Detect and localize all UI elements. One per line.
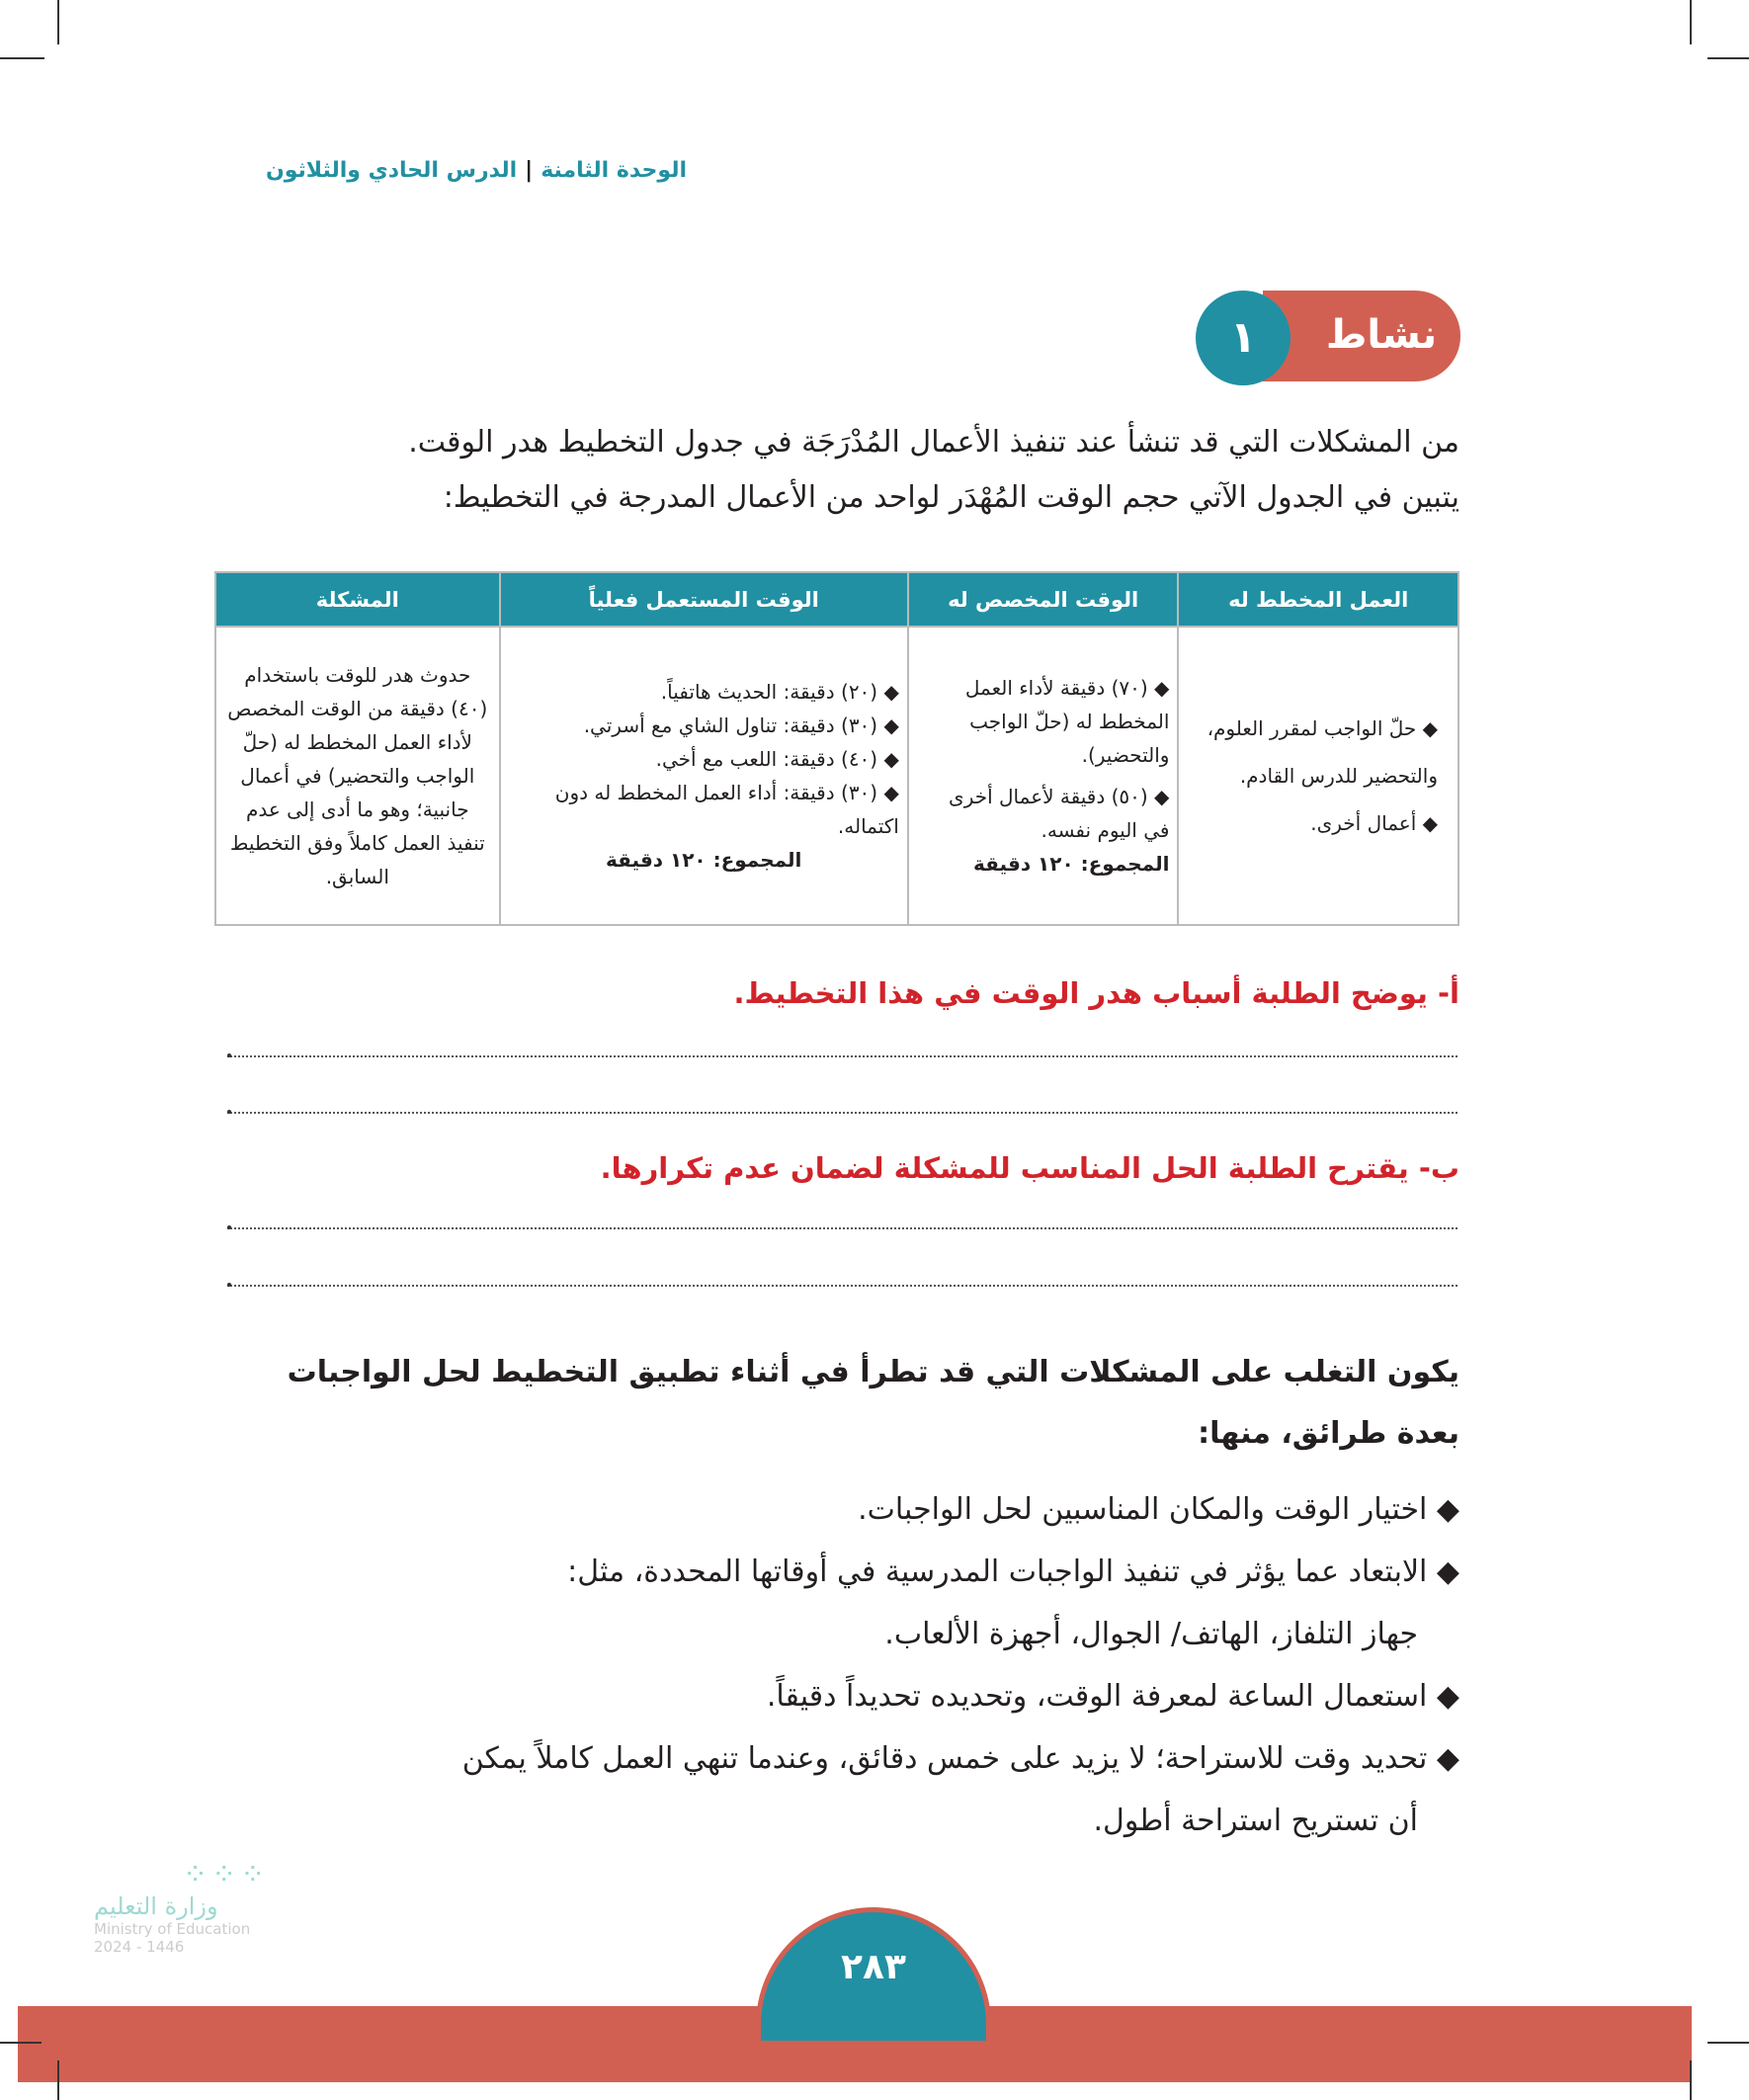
cell-item: ◆ (٤٠) دقيقة: اللعب مع أخي.: [655, 747, 899, 771]
column-header: الوقت المستعمل فعلياً: [500, 572, 908, 627]
cell-item: ◆ حلّ الواجب لمقرر العلوم، والتحضير للدرس القادم.: [1207, 716, 1438, 788]
cell-item: ◆ (٥٠) دقيقة لأعمال أخرى في اليوم نفسه.: [949, 785, 1170, 842]
question-a: أ- يوضح الطلبة أسباب هدر الوقت في هذا التخطيط.: [733, 976, 1459, 1010]
allocated-cell: [908, 627, 1179, 925]
crop-mark: [57, 0, 59, 44]
list-item: ◆ استعمال الساعة لمعرفة الوقت، وتحديده تحديداً دقيقاً.: [766, 1679, 1459, 1714]
crop-mark: [1690, 2060, 1692, 2100]
intro-line: من المشكلات التي قد تنشأ عند تنفيذ الأعمال المُدْرَجَة في جدول التخطيط هدر الوقت.: [408, 425, 1459, 460]
column-header: الوقت المخصص له: [908, 572, 1179, 627]
problem-cell: حدوث هدر للوقت باستخدام (٤٠) دقيقة من الوقت المخصص لأداء العمل المخطط له (حلّ الواجب والتحضير) في أعمال جانبية؛ وهو ما أدى إلى عدم تنفيذ العمل كاملاً وفق التخطيط السابق.: [215, 627, 500, 925]
methods-list: [214, 1478, 1459, 1852]
intro-text: [214, 415, 1459, 526]
crop-mark: [0, 2042, 42, 2044]
activity-number: ١: [1196, 291, 1291, 385]
activity-badge: [1196, 291, 1460, 385]
time-waste-table: [214, 571, 1459, 926]
answer-line[interactable]: [227, 1112, 1458, 1114]
column-header: العمل المخطط له: [1178, 572, 1458, 627]
logo-year: 2024 - 1446: [94, 1938, 185, 1956]
list-item: ◆ الابتعاد عما يؤثر في تنفيذ الواجبات المدرسية في أوقاتها المحددة، مثل:: [567, 1554, 1459, 1589]
list-item: ◆ اختيار الوقت والمكان المناسبين لحل الواجبات.: [858, 1492, 1459, 1527]
table-header-row: [215, 572, 1458, 627]
unit-header: الوحدة الثامنة|الدرس الحادي والثلاثون: [265, 158, 687, 183]
answer-line[interactable]: [227, 1055, 1458, 1057]
list-item-continuation: جهاز التلفاز، الهاتف/ الجوال، أجهزة الألعاب.: [884, 1617, 1418, 1651]
logo-arabic: وزارة التعليم: [94, 1892, 218, 1920]
crop-mark: [1707, 57, 1749, 59]
answer-line[interactable]: [227, 1285, 1458, 1287]
question-b: ب- يقترح الطلبة الحل المناسب للمشكلة لضمان عدم تكرارها.: [600, 1151, 1459, 1185]
table-row: [215, 627, 1458, 925]
page-number: ٢٨٣: [756, 1907, 991, 2046]
answer-line[interactable]: [227, 1227, 1458, 1229]
column-header: المشكلة: [215, 572, 500, 627]
logo-english: Ministry of Education: [94, 1920, 251, 1938]
lesson-title: الدرس الحادي والثلاثون: [265, 158, 518, 183]
actual-cell: [500, 627, 908, 925]
crop-mark: [0, 57, 44, 59]
intro-line: يتبين في الجدول الآتي حجم الوقت المُهْدَر لواحد من الأعمال المدرجة في التخطيط:: [443, 480, 1459, 515]
ministry-logo: ⁘⁘⁘ وزارة التعليم Ministry of Education 2024 - 1446: [94, 1858, 292, 1956]
methods-paragraph: يكون التغلب على المشكلات التي قد تطرأ في أثناء تطبيق التخطيط لحل الواجبات بعدة طرائق، منها:: [287, 1355, 1459, 1451]
crop-mark: [1707, 2042, 1749, 2044]
planned-cell: [1178, 627, 1458, 925]
activity-label: نشاط: [1263, 291, 1460, 381]
cell-item: ◆ (٧٠) دقيقة لأداء العمل المخطط له (حلّ الواجب والتحضير).: [964, 676, 1170, 767]
cell-item: المجموع: ١٢٠ دقيقة: [973, 852, 1170, 876]
crop-mark: [1690, 0, 1692, 44]
crop-mark: [57, 2060, 59, 2100]
list-item-continuation: أن تستريح استراحة أطول.: [1093, 1804, 1418, 1838]
cell-item: ◆ أعمال أخرى.: [1310, 811, 1438, 835]
unit-title: الوحدة الثامنة: [541, 158, 687, 183]
cell-item: ◆ (٣٠) دقيقة: تناول الشاي مع أسرتي.: [583, 714, 899, 737]
cell-item: ◆ (٢٠) دقيقة: الحديث هاتفياً.: [660, 680, 899, 704]
list-item: ◆ تحديد وقت للاستراحة؛ لا يزيد على خمس دقائق، وعندما تنهي العمل كاملاً يمكن: [461, 1741, 1459, 1776]
cell-item: ◆ (٣٠) دقيقة: أداء العمل المخطط له دون اكتماله.: [554, 781, 899, 838]
cell-item: المجموع: ١٢٠ دقيقة: [606, 848, 802, 872]
